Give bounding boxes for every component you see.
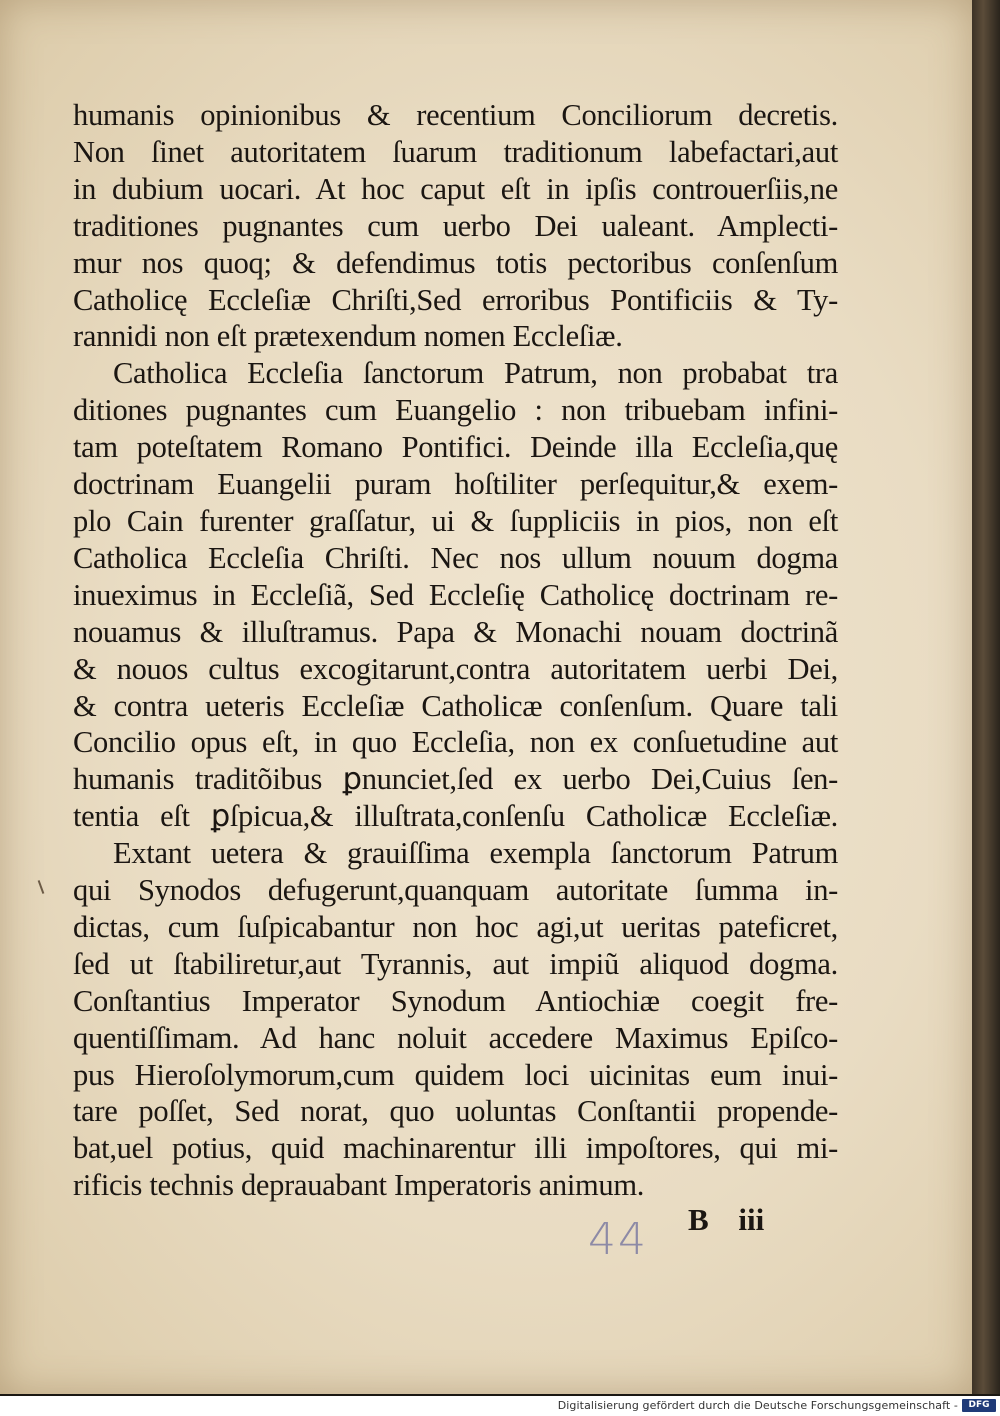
text-line: Conſtantius Imperator Synodum Antiochiæ coegit fre- <box>73 983 838 1018</box>
text-line: tam poteſtatem Romano Pontifici. Deinde illa Eccleſia,quę <box>73 430 838 465</box>
pencil-folio-number: 44 <box>588 1214 648 1265</box>
text-line: nouamus & illuſtramus. Papa & Monachi nouam doctrinã <box>73 614 838 649</box>
text-line: & contra ueteris Eccleſiæ Catholicæ conſenſum. Quare tali <box>73 688 838 723</box>
text-line: rificis technis deprauabant Imperatoris animum. <box>73 1168 645 1203</box>
footer-bar <box>0 1396 1000 1416</box>
text-line: bat,uel potius, quid machinarentur illi impoſtores, qui mi- <box>73 1131 838 1166</box>
text-line: humanis traditõibus ꝑnunciet,ſed ex uerbo Dei,Cuius ſen- <box>73 762 838 797</box>
text-line: humanis opinionibus & recentium Conciliorum decretis. <box>73 98 838 132</box>
signature-mark: B iii <box>688 1202 765 1237</box>
text-line: in dubium uocari. At hoc caput eſt in ipſis controuerſiis,ne <box>73 171 838 206</box>
text-line: Catholica Eccleſia ſanctorum Patrum, non probabat tra <box>113 356 838 391</box>
funding-credit: Digitalisierung gefördert durch die Deutsche Forschungsgemeinschaft - <box>557 1399 958 1412</box>
text-line: doctrinam Euangelii puram hoſtiliter perſequitur,& exem- <box>73 467 838 502</box>
text-line: tentia eſt ꝑſpicua,& illuſtrata,conſenſu Catholicæ Eccleſiæ. <box>73 799 838 834</box>
text-line: pus Hieroſolymorum,cum quidem loci uicinitas eum inui- <box>73 1057 838 1092</box>
text-line: mur nos quoq; & defendimus totis pectoribus conſenſum <box>73 245 838 280</box>
dfg-logo[interactable]: DFG <box>962 1399 996 1412</box>
text-line: ſed ut ſtabiliretur,aut Tyrannis, aut impiũ aliquod dogma. <box>73 946 838 981</box>
text-line: Catholicę Eccleſiæ Chriſti,Sed erroribus Pontificiis & Ty- <box>73 282 838 317</box>
text-line: plo Cain furenter graſſatur, ui & ſuppliciis in pios, non eſt <box>73 503 838 538</box>
text-line: Concilio opus eſt, in quo Eccleſia, non ex conſuetudine aut <box>73 725 838 760</box>
text-line: dictas, cum ſuſpicabantur non hoc agi,ut ueritas pateficret, <box>73 909 838 944</box>
text-line: qui Synodos defugerunt,quanquam autoritate ſumma in- <box>73 873 838 908</box>
text-line: quentiſſimam. Ad hanc noluit accedere Maximus Epiſco- <box>73 1020 838 1055</box>
text-line: ditiones pugnantes cum Euangelio : non tribuebam infini- <box>73 393 838 428</box>
page-text-block <box>73 97 838 1204</box>
text-line: Catholica Eccleſia Chriſti. Nec nos ullum nouum dogma <box>73 540 838 575</box>
margin-ink-mark <box>38 880 45 894</box>
text-line: & nouos cultus excogitarunt,contra autoritatem uerbi Dei, <box>73 651 838 686</box>
page-edge-shadow <box>972 0 1000 1394</box>
text-line: inueximus in Eccleſiã, Sed Eccleſię Catholicę doctrinam re- <box>73 577 838 612</box>
text-line: Non ſinet autoritatem ſuarum traditionum labefactari,aut <box>73 134 838 169</box>
top-edge-scrap <box>0 0 30 14</box>
text-line: traditiones pugnantes cum uerbo Dei ualeant. Amplecti- <box>73 208 838 243</box>
text-line: Extant uetera & grauiſſima exempla ſanctorum Patrum <box>113 836 838 871</box>
text-line: rannidi non eſt prætexendum nomen Eccleſiæ. <box>73 319 623 354</box>
text-line: tare poſſet, Sed norat, quo uoluntas Conſtantii propende- <box>73 1094 838 1129</box>
